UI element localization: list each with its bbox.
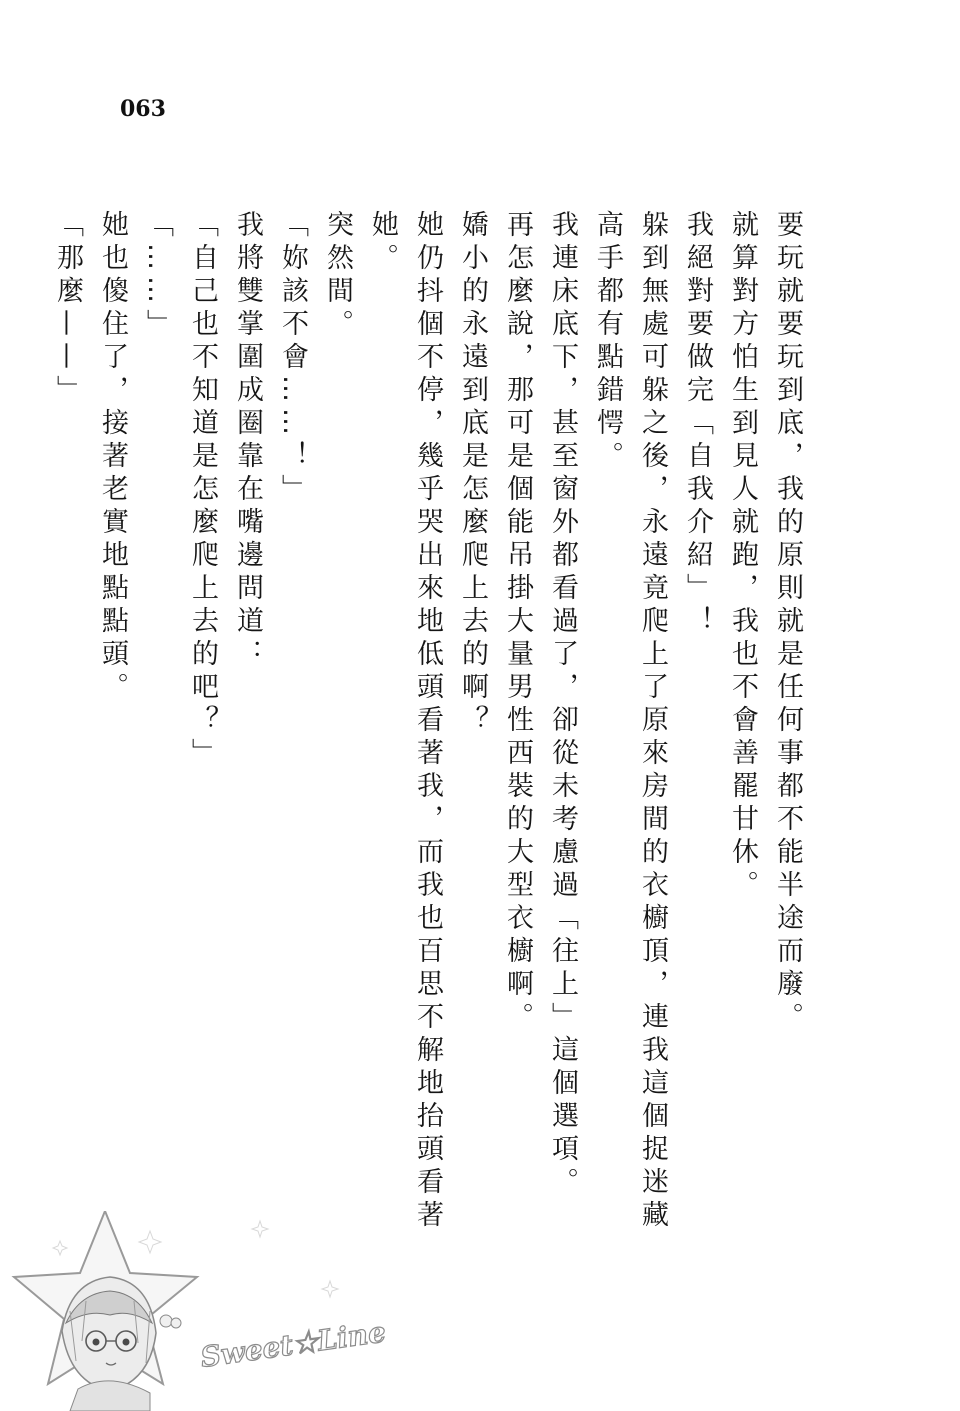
paragraph: 「自己也不知道是怎麼爬上去的吧？」 xyxy=(187,210,218,771)
paragraph: 再怎麼說，那可是個能吊掛大量男性西裝的大型衣櫥啊。 xyxy=(502,210,533,1035)
paragraph: 我絕對要做完「自我介紹」！ xyxy=(682,210,713,639)
paragraph: 「……」 xyxy=(142,210,173,342)
paragraph: 「那麼——」 xyxy=(52,210,83,408)
paragraph: 我連床底下，甚至窗外都看過了，卻從未考慮過「往上」這個選項。 xyxy=(547,210,578,1200)
body-text xyxy=(45,210,810,1250)
sweet-line-decoration xyxy=(0,1211,430,1411)
paragraph: 躲到無處可躲之後，永遠竟爬上了原來房間的衣櫥頂，連我這個捉迷藏高手都有點錯愕。 xyxy=(592,210,668,1233)
paragraph: 她也傻住了，接著老實地點點頭。 xyxy=(97,210,128,705)
paragraph: 嬌小的永遠到底是怎麼爬上去的啊？ xyxy=(457,210,488,738)
paragraph: 要玩就要玩到底，我的原則就是任何事都不能半途而廢。 xyxy=(772,210,803,1035)
paragraph: 突然間。 xyxy=(322,210,353,342)
sweet-line-logo: Sweet★Line xyxy=(198,1315,388,1374)
paragraph: 她仍抖個不停，幾乎哭出來地低頭看著我，而我也百思不解地抬頭看著她。 xyxy=(367,210,443,1233)
page-number: 063 xyxy=(120,96,166,122)
paragraph: 「妳該不會……！」 xyxy=(277,210,308,507)
paragraph: 我將雙掌圍成圈靠在嘴邊問道： xyxy=(232,210,263,672)
paragraph: 就算對方怕生到見人就跑，我也不會善罷甘休。 xyxy=(727,210,758,903)
